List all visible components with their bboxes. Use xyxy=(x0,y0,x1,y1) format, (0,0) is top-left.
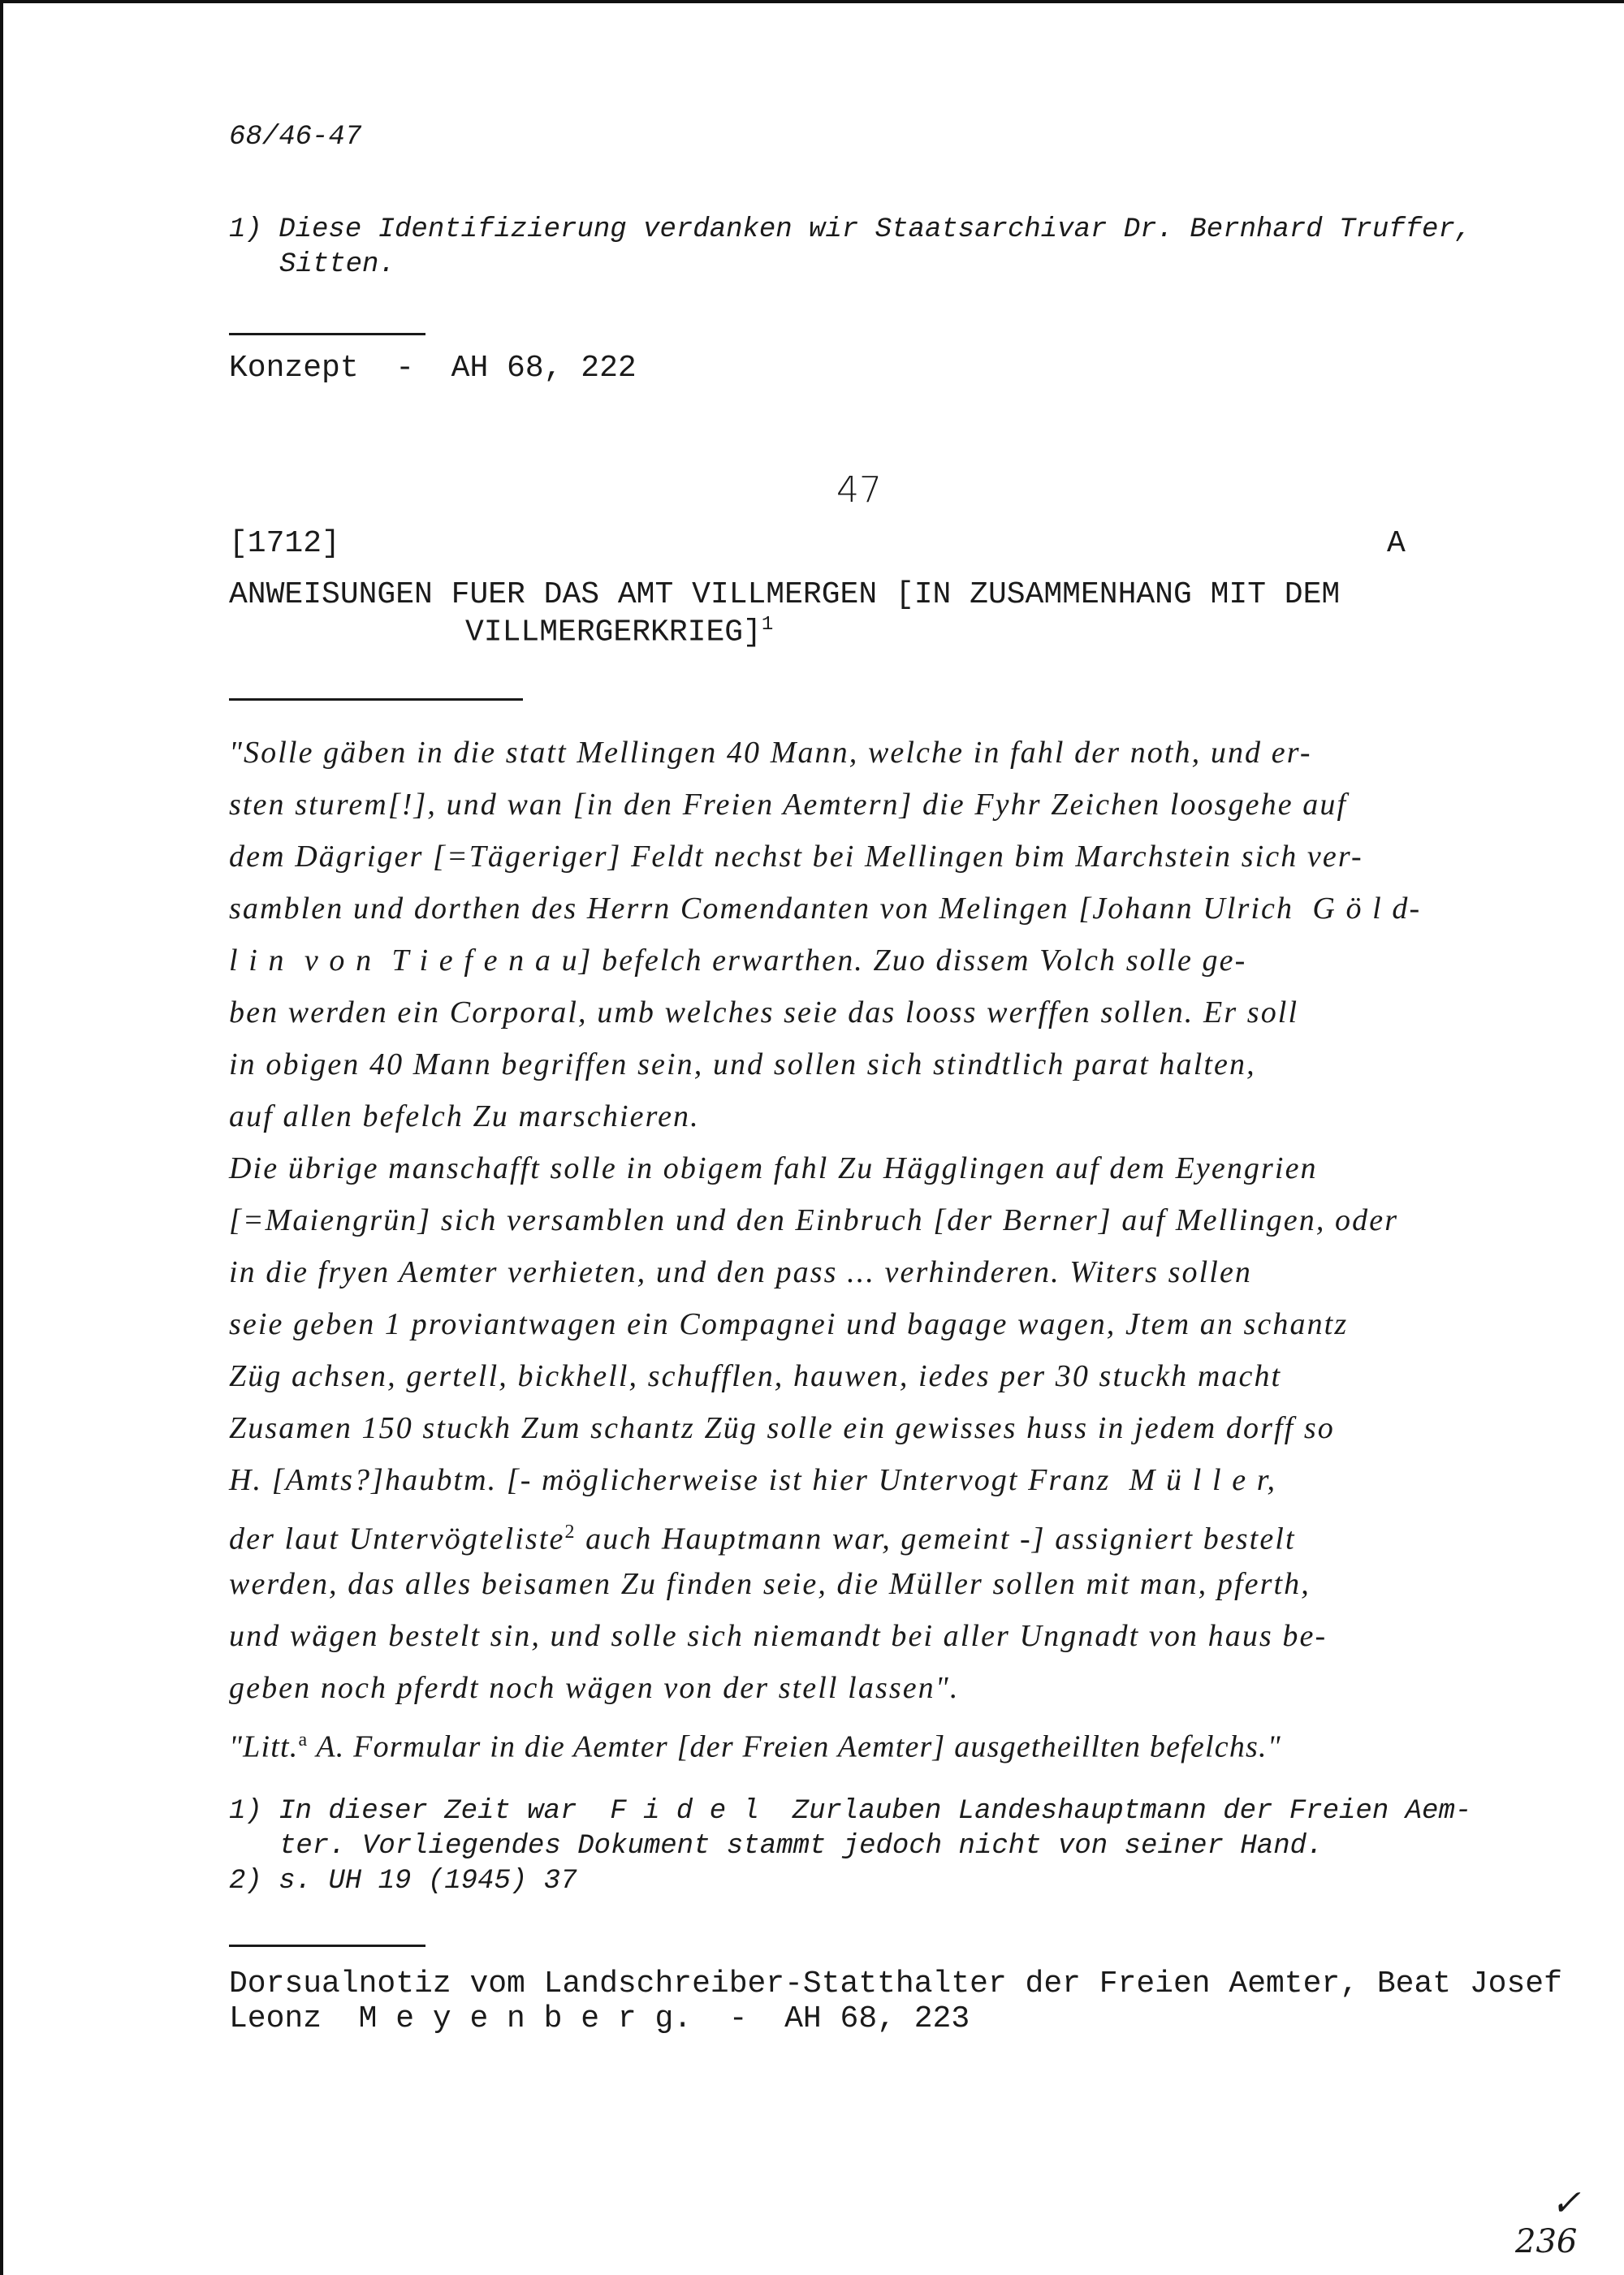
body-line: und wägen bestelt sin, und solle sich niemandt bei aller Ungnadt von haus be- xyxy=(229,1619,1328,1653)
footnote-1-line-2: ter. Vorliegendes Dokument stammt jedoch nicht von seiner Hand. xyxy=(279,1831,1324,1862)
body-line: geben noch pferdt noch wägen von der stell lassen". xyxy=(229,1671,960,1705)
litt-line xyxy=(229,1714,1528,1766)
footnote-mark: 2 xyxy=(564,1522,577,1543)
litt-label: "Litt. xyxy=(229,1729,299,1764)
body-line: Zusamen 150 stuckh Zum schantz Züg solle ein gewisses huss in jedem dorff so xyxy=(229,1411,1335,1445)
body-line: "Solle gäben in die statt Mellingen 40 Mann, welche in fahl der noth, und er- xyxy=(229,736,1312,770)
footnote-1-line-1: 1) In dieser Zeit war F i d e l Zurlauben Landeshauptmann der Freien Aem- xyxy=(229,1796,1472,1827)
scan-border-left xyxy=(0,0,3,2275)
transcription-body xyxy=(229,727,1528,1766)
body-line xyxy=(229,1506,1528,1558)
previous-footnote-line-1: 1) Diese Identifizierung verdanken wir Staatsarchivar Dr. Bernhard Truffer, xyxy=(229,214,1472,245)
separator-rule xyxy=(229,698,523,701)
body-line-part: der laut Untervögteliste xyxy=(229,1522,565,1556)
litt-mark: a xyxy=(298,1729,309,1750)
dorsal-note-line-2: Leonz M e y e n b e r g. - AH 68, 223 xyxy=(229,2001,970,2036)
body-line: ben werden ein Corporal, umb welches seie das looss werffen sollen. Er soll xyxy=(229,995,1299,1030)
title-footnote-mark: 1 xyxy=(761,614,774,636)
handwritten-page-number: 236 xyxy=(1515,2223,1578,2260)
separator-rule xyxy=(229,1945,425,1947)
source-reference: Konzept - AH 68, 222 xyxy=(229,351,637,386)
entry-title-text: VILLMERGERKRIEG] xyxy=(465,615,762,650)
checkmark-icon: ✓ xyxy=(1551,2182,1581,2224)
body-line-part: auch Hauptmann war, gemeint -] assigniert bestelt xyxy=(576,1522,1296,1556)
scan-border-top xyxy=(0,0,1624,3)
entry-label: A xyxy=(1387,526,1406,561)
dorsal-note-line-1: Dorsualnotiz vom Landschreiber-Statthalter der Freien Aemter, Beat Josef xyxy=(229,1966,1562,2001)
entry-number: 47 xyxy=(836,469,882,511)
footnote-2: 2) s. UH 19 (1945) 37 xyxy=(229,1866,577,1897)
body-line: in die fryen Aemter verhieten, und den pass ... verhinderen. Witers sollen xyxy=(229,1255,1253,1289)
body-line: H. [Amts?]haubtm. [- möglicherweise ist hier Untervogt Franz M ü l l e r, xyxy=(229,1463,1277,1497)
separator-rule xyxy=(229,333,425,335)
body-line: in obigen 40 Mann begriffen sein, und sollen sich stindtlich parat halten, xyxy=(229,1047,1256,1081)
body-line: Züg achsen, gertell, bickhell, schufflen, hauwen, iedes per 30 stuckh macht xyxy=(229,1359,1282,1393)
entry-title-line-1: ANWEISUNGEN FUER DAS AMT VILLMERGEN [IN ZUSAMMENHANG MIT DEM xyxy=(229,577,1341,612)
previous-footnote-line-2: Sitten. xyxy=(279,249,395,280)
body-line: Die übrige manschafft solle in obigem fahl Zu Hägglingen auf dem Eyengrien xyxy=(229,1151,1318,1185)
body-line: dem Dägriger [=Tägeriger] Feldt nechst bei Mellingen bim Marchstein sich ver- xyxy=(229,840,1363,874)
body-line: werden, das alles beisamen Zu finden seie, die Müller sollen mit man, pferth, xyxy=(229,1567,1311,1601)
body-line: seie geben 1 proviantwagen ein Compagnei und bagage wagen, Jtem an schantz xyxy=(229,1307,1349,1341)
entry-date: [1712] xyxy=(229,526,340,561)
litt-text: A. Formular in die Aemter [der Freien Aemter] ausgetheillten befelchs." xyxy=(308,1729,1281,1764)
document-reference: 68/46-47 xyxy=(229,122,362,153)
body-line: [=Maiengrün] sich versamblen und den Einbruch [der Berner] auf Mellingen, oder xyxy=(229,1203,1399,1237)
body-line: samblen und dorthen des Herrn Comendanten von Melingen [Johann Ulrich G ö l d- xyxy=(229,891,1422,926)
entry-title-line-2 xyxy=(465,614,773,650)
body-line: auf allen befelch Zu marschieren. xyxy=(229,1099,700,1133)
body-line: l i n v o n T i e f e n a u] befelch erwarthen. Zuo dissem Volch solle ge- xyxy=(229,943,1247,978)
body-line: sten sturem[!], und wan [in den Freien Aemtern] die Fyhr Zeichen loosgehe auf xyxy=(229,788,1348,822)
